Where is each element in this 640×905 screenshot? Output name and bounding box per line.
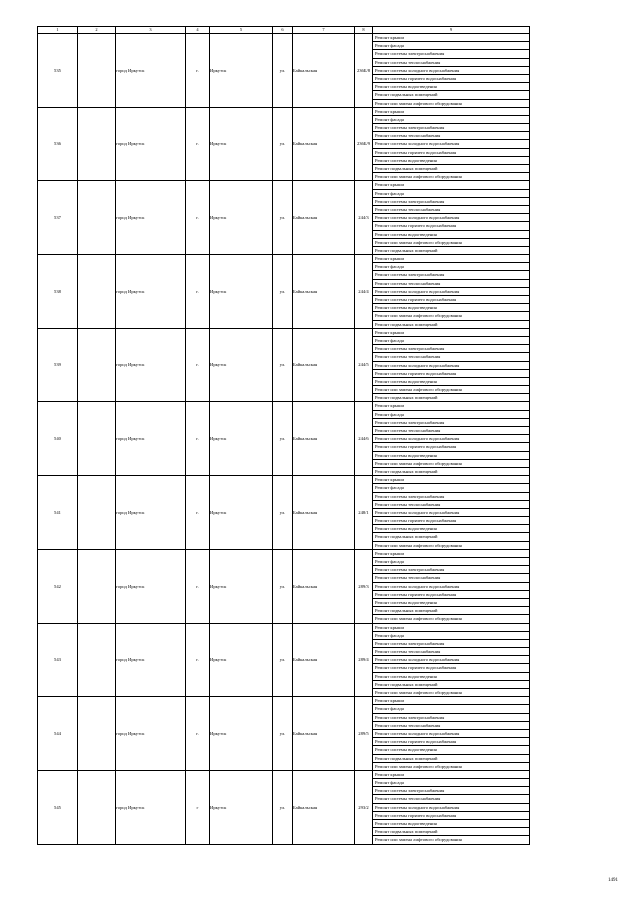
house-number-cell: 244/4 — [355, 255, 373, 329]
work-item: Ремонт системы водоотведения — [373, 304, 529, 312]
work-item: Ремонт системы горячего водоснабжения — [373, 75, 529, 83]
header-cell: 4 — [186, 27, 210, 34]
row-number: 543 — [38, 623, 78, 697]
work-item: Ремонт системы электроснабжения — [373, 566, 529, 574]
settlement-type-cell: г — [186, 770, 210, 844]
house-number-cell: 244/6 — [355, 402, 373, 476]
work-item: Ремонт подвальных помещений — [373, 165, 529, 173]
work-item: Ремонт системы горячего водоснабжения — [373, 222, 529, 230]
work-item: Ремонт системы электроснабжения — [373, 640, 529, 648]
header-cell: 8 — [355, 27, 373, 34]
street-type-cell: ул. — [273, 697, 293, 771]
work-item: Ремонт или замена лифтового оборудования — [375, 690, 462, 695]
work-item: Ремонт фасада — [373, 484, 529, 492]
works-cell — [373, 181, 530, 255]
header-cell: 6 — [273, 27, 293, 34]
house-number-cell: 244/5 — [355, 328, 373, 402]
work-item: Ремонт системы горячего водоснабжения — [373, 149, 529, 157]
work-item: Ремонт системы холодного водоснабжения — [373, 214, 529, 222]
settlement-type-cell: г. — [186, 34, 210, 108]
municipality-cell — [78, 697, 116, 771]
work-item: Ремонт подвальных помещений — [373, 755, 529, 763]
table-row — [38, 402, 530, 476]
municipality-cell: город Иркутск — [116, 697, 186, 771]
street-name-cell: Байкальская — [293, 402, 355, 476]
works-cell — [373, 770, 530, 844]
work-item: Ремонт системы холодного водоснабжения — [373, 509, 529, 517]
settlement-name-cell: Иркутск — [210, 623, 273, 697]
work-item: Ремонт системы холодного водоснабжения — [373, 804, 529, 812]
street-name-cell: Байкальская — [293, 549, 355, 623]
work-item: Ремонт системы водоотведения — [373, 378, 529, 386]
header-row — [38, 27, 530, 34]
work-item: Ремонт системы теплоснабжения — [373, 280, 529, 288]
header-cell: 9 — [373, 27, 530, 34]
work-item: Ремонт системы теплоснабжения — [373, 501, 529, 509]
work-item: Ремонт системы горячего водоснабжения — [373, 738, 529, 746]
work-item: Ремонт системы горячего водоснабжения — [373, 296, 529, 304]
street-name-cell: Байкальская — [293, 181, 355, 255]
work-item: Ремонт фасада — [373, 42, 529, 50]
work-item: Ремонт крыши — [373, 329, 529, 337]
work-item: Ремонт крыши — [373, 402, 529, 410]
street-name-cell: Байкальская — [293, 476, 355, 550]
row-number: 538 — [38, 255, 78, 329]
works-cell — [373, 328, 530, 402]
work-item: Ремонт фасада — [373, 779, 529, 787]
work-item: Ремонт крыши — [373, 476, 529, 484]
work-item: Ремонт системы горячего водоснабжения — [373, 664, 529, 672]
works-cell — [373, 623, 530, 697]
settlement-name-cell: Иркутск — [210, 181, 273, 255]
work-item: Ремонт фасада — [373, 632, 529, 640]
work-item: Ремонт или замена лифтового оборудования — [375, 837, 462, 843]
work-item: Ремонт системы горячего водоснабжения — [373, 443, 529, 451]
settlement-type-cell: г. — [186, 549, 210, 623]
work-item: Ремонт подвальных помещений — [375, 247, 438, 253]
work-item: Ремонт или замена лифтового оборудования — [375, 616, 462, 622]
street-name-cell: Байкальская — [293, 770, 355, 844]
work-item: Ремонт системы электроснабжения — [373, 714, 529, 722]
municipality-cell — [78, 107, 116, 181]
page-number: 1491 — [608, 878, 618, 883]
street-type-cell: ул. — [273, 549, 293, 623]
header-cell: 7 — [293, 27, 355, 34]
work-item: Ремонт системы электроснабжения — [373, 345, 529, 353]
header-cell: 5 — [210, 27, 273, 34]
work-item: Ремонт системы теплоснабжения — [373, 648, 529, 656]
work-item: Ремонт крыши — [373, 550, 529, 558]
work-item: Ремонт системы электроснабжения — [373, 419, 529, 427]
table-row — [38, 549, 530, 623]
table-row — [38, 181, 530, 255]
work-item: Ремонт подвальных помещений — [373, 681, 529, 689]
work-item: Ремонт фасада — [373, 705, 529, 713]
work-item: Ремонт или замена лифтового оборудования — [373, 386, 529, 394]
work-item: Ремонт системы холодного водоснабжения — [373, 435, 529, 443]
work-item: Ремонт системы холодного водоснабжения — [373, 656, 529, 664]
municipality-cell: город Иркутск — [116, 328, 186, 402]
work-item: Ремонт или замена лифтового оборудования — [375, 763, 462, 769]
work-item: Ремонт системы теплоснабжения — [373, 132, 529, 140]
work-item: Ремонт системы теплоснабжения — [373, 206, 529, 214]
work-item: Ремонт системы горячего водоснабжения — [373, 591, 529, 599]
table-row — [38, 623, 530, 697]
street-type-cell: ул. — [273, 181, 293, 255]
table-row — [38, 770, 530, 844]
street-type-cell: ул. — [273, 770, 293, 844]
header-cell: 2 — [78, 27, 116, 34]
row-number: 536 — [38, 107, 78, 181]
municipality-cell: город Иркутск — [116, 402, 186, 476]
work-item: Ремонт крыши — [373, 181, 529, 189]
work-item: Ремонт подвальных помещений — [373, 828, 529, 836]
work-item: Ремонт системы теплоснабжения — [373, 353, 529, 361]
work-item: Ремонт системы водоотведения — [373, 83, 529, 91]
row-number: 537 — [38, 181, 78, 255]
work-item: Ремонт системы холодного водоснабжения — [373, 140, 529, 148]
work-item: Ремонт фасада — [373, 337, 529, 345]
street-name-cell: Байкальская — [293, 107, 355, 181]
street-type-cell: ул. — [273, 476, 293, 550]
settlement-name-cell: Иркутск — [210, 476, 273, 550]
municipality-cell: город Иркутск — [116, 107, 186, 181]
street-name-cell: Байкальская — [293, 34, 355, 108]
register-table — [37, 26, 530, 845]
municipality-cell — [78, 476, 116, 550]
table-row — [38, 697, 530, 771]
settlement-name-cell: Иркутск — [210, 549, 273, 623]
municipality-cell — [78, 34, 116, 108]
works-cell — [373, 34, 530, 108]
settlement-type-cell: г. — [186, 402, 210, 476]
settlement-type-cell: г. — [186, 255, 210, 329]
work-item: Ремонт системы водоотведения — [373, 231, 529, 239]
settlement-name-cell: Иркутск — [210, 697, 273, 771]
work-item: Ремонт системы водоотведения — [373, 673, 529, 681]
work-item: Ремонт системы электроснабжения — [373, 787, 529, 795]
house-number-cell: 289/5 — [355, 697, 373, 771]
municipality-cell — [78, 181, 116, 255]
work-item: Ремонт системы теплоснабжения — [373, 59, 529, 67]
street-type-cell: ул. — [273, 623, 293, 697]
settlement-type-cell: г. — [186, 623, 210, 697]
work-item: Ремонт системы электроснабжения — [373, 124, 529, 132]
works-cell — [373, 476, 530, 550]
settlement-type-cell: г. — [186, 181, 210, 255]
street-type-cell: ул. — [273, 34, 293, 108]
header-cell: 1 — [38, 27, 78, 34]
work-item: Ремонт системы горячего водоснабжения — [373, 812, 529, 820]
table-row — [38, 107, 530, 181]
work-item: Ремонт крыши — [373, 697, 529, 705]
work-item: Ремонт крыши — [373, 771, 529, 779]
work-item: Ремонт подвальных помещений — [375, 321, 438, 327]
work-item: Ремонт или замена лифтового оборудования — [375, 174, 462, 180]
work-item: Ремонт фасада — [373, 411, 529, 419]
street-type-cell: ул. — [273, 328, 293, 402]
municipality-cell — [78, 623, 116, 697]
row-number: 535 — [38, 34, 78, 108]
work-item: Ремонт системы теплоснабжения — [373, 427, 529, 435]
municipality-cell: город Иркутск — [116, 181, 186, 255]
settlement-name-cell: Иркутск — [210, 107, 273, 181]
table-row — [38, 34, 530, 108]
row-number: 542 — [38, 549, 78, 623]
work-item: Ремонт подвальных помещений — [373, 607, 529, 615]
works-cell — [373, 255, 530, 329]
municipality-cell — [78, 328, 116, 402]
work-item: Ремонт системы водоотведения — [373, 452, 529, 460]
row-number: 540 — [38, 402, 78, 476]
work-item: Ремонт системы холодного водоснабжения — [373, 362, 529, 370]
work-item: Ремонт системы водоотведения — [373, 525, 529, 533]
work-item: Ремонт системы холодного водоснабжения — [373, 288, 529, 296]
work-item: Ремонт подвальных помещений — [375, 395, 438, 401]
work-item: Ремонт системы горячего водоснабжения — [373, 370, 529, 378]
work-item: Ремонт фасада — [373, 190, 529, 198]
works-cell — [373, 402, 530, 476]
settlement-type-cell: г. — [186, 697, 210, 771]
work-item: Ремонт подвальных помещений — [373, 91, 529, 99]
settlement-type-cell: г. — [186, 476, 210, 550]
municipality-cell: город Иркутск — [116, 255, 186, 329]
work-item: Ремонт или замена лифтового оборудования — [373, 460, 529, 468]
work-item: Ремонт фасада — [373, 116, 529, 124]
works-cell — [373, 549, 530, 623]
work-item: Ремонт системы водоотведения — [373, 157, 529, 165]
table-row — [38, 476, 530, 550]
house-number-cell: 244/3 — [355, 181, 373, 255]
register-body — [38, 27, 530, 845]
work-item: Ремонт фасада — [373, 263, 529, 271]
row-number: 541 — [38, 476, 78, 550]
municipality-cell — [78, 255, 116, 329]
house-number-cell: 293/2 — [355, 770, 373, 844]
table-row — [38, 255, 530, 329]
street-name-cell: Байкальская — [293, 623, 355, 697]
work-item: Ремонт или замена лифтового оборудования — [373, 239, 529, 247]
settlement-name-cell: Иркутск — [210, 255, 273, 329]
work-item: Ремонт или замена лифтового оборудования — [375, 542, 462, 548]
row-number: 545 — [38, 770, 78, 844]
work-item: Ремонт системы холодного водоснабжения — [373, 67, 529, 75]
municipality-cell: город Иркутск — [116, 623, 186, 697]
street-name-cell: Байкальская — [293, 255, 355, 329]
settlement-name-cell: Иркутск — [210, 770, 273, 844]
street-type-cell: ул. — [273, 107, 293, 181]
work-item: Ремонт крыши — [373, 108, 529, 116]
works-cell — [373, 107, 530, 181]
work-item: Ремонт системы электроснабжения — [373, 271, 529, 279]
work-item: Ремонт системы теплоснабжения — [373, 722, 529, 730]
house-number-cell: 289/4 — [355, 623, 373, 697]
work-item: Ремонт системы водоотведения — [373, 599, 529, 607]
street-type-cell: ул. — [273, 402, 293, 476]
settlement-name-cell: Иркутск — [210, 34, 273, 108]
work-item: Ремонт системы теплоснабжения — [373, 795, 529, 803]
work-item: Ремонт системы теплоснабжения — [373, 574, 529, 582]
house-number-cell: 236Б/8 — [355, 34, 373, 108]
municipality-cell — [78, 549, 116, 623]
work-item: Ремонт системы электроснабжения — [373, 50, 529, 58]
work-item: Ремонт фасада — [373, 558, 529, 566]
work-item: Ремонт крыши — [373, 624, 529, 632]
settlement-type-cell: г. — [186, 107, 210, 181]
work-item: Ремонт подвальных помещений — [373, 533, 529, 541]
work-item: Ремонт системы горячего водоснабжения — [373, 517, 529, 525]
work-item: Ремонт системы холодного водоснабжения — [373, 730, 529, 738]
work-item: Ремонт крыши — [373, 255, 529, 263]
house-number-cell: 248/1 — [355, 476, 373, 550]
municipality-cell — [78, 402, 116, 476]
municipality-cell: город Иркутск — [116, 770, 186, 844]
work-item: Ремонт системы электроснабжения — [373, 198, 529, 206]
header-cell: 3 — [116, 27, 186, 34]
work-item: Ремонт или замена лифтового оборудования — [373, 312, 529, 320]
row-number: 539 — [38, 328, 78, 402]
work-item: Ремонт или замена лифтового оборудования — [375, 100, 462, 106]
table-row — [38, 328, 530, 402]
work-item: Ремонт крыши — [373, 34, 529, 42]
work-item: Ремонт системы водоотведения — [373, 746, 529, 754]
street-type-cell: ул. — [273, 255, 293, 329]
street-name-cell: Байкальская — [293, 328, 355, 402]
municipality-cell: город Иркутск — [116, 549, 186, 623]
works-cell — [373, 697, 530, 771]
work-item: Ремонт системы холодного водоснабжения — [373, 583, 529, 591]
work-item: Ремонт системы водоотведения — [373, 820, 529, 828]
settlement-name-cell: Иркутск — [210, 402, 273, 476]
house-number-cell: 289/3 — [355, 549, 373, 623]
municipality-cell — [78, 770, 116, 844]
settlement-type-cell: г. — [186, 328, 210, 402]
work-item: Ремонт системы электроснабжения — [373, 493, 529, 501]
house-number-cell: 236Б/9 — [355, 107, 373, 181]
work-item: Ремонт подвальных помещений — [375, 468, 438, 474]
municipality-cell: город Иркутск — [116, 34, 186, 108]
street-name-cell: Байкальская — [293, 697, 355, 771]
row-number: 544 — [38, 697, 78, 771]
municipality-cell: город Иркутск — [116, 476, 186, 550]
settlement-name-cell: Иркутск — [210, 328, 273, 402]
